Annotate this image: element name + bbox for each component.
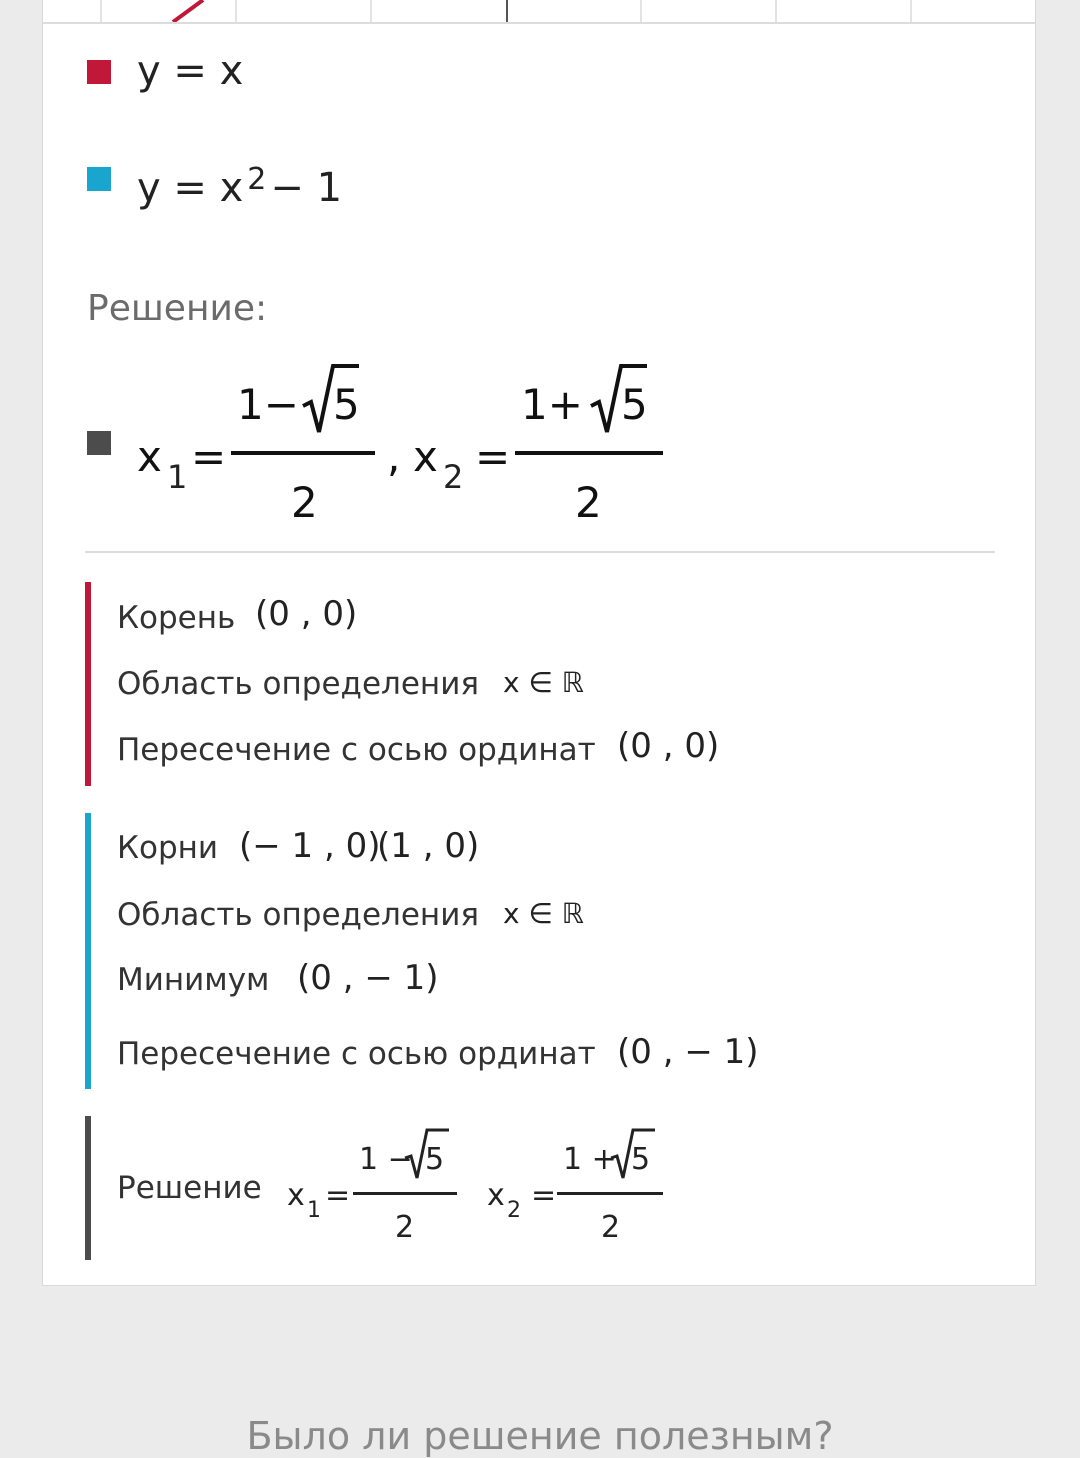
dark-label: Решение bbox=[117, 1170, 262, 1206]
x2-var: x bbox=[413, 432, 438, 481]
dark-x1-sub: 1 bbox=[307, 1198, 321, 1223]
dark-x2-num-root: 5 bbox=[631, 1142, 651, 1177]
red-block-bar bbox=[85, 582, 91, 786]
legend-red-swatch bbox=[87, 60, 111, 84]
x2-num-root: 5 bbox=[621, 380, 648, 429]
blue-root2-value: (1 , 0) bbox=[377, 826, 480, 866]
blue-root1-value: (− 1 , 0) bbox=[239, 826, 381, 866]
dark-x2-num-prefix: 1 + bbox=[563, 1142, 617, 1177]
x2-num-prefix: 1+ bbox=[521, 380, 583, 429]
result-card bbox=[42, 0, 1036, 1286]
legend-blue-swatch bbox=[87, 167, 111, 191]
blue-yint-label: Пересечение с осью ординат bbox=[117, 1036, 596, 1072]
x1-den: 2 bbox=[291, 478, 318, 527]
dark-x1-var: x bbox=[287, 1178, 305, 1213]
x1-var: x bbox=[137, 432, 162, 481]
dark-x2-eq: = bbox=[531, 1178, 557, 1213]
red-domain-label: Область определения bbox=[117, 666, 479, 702]
x1-sub: 1 bbox=[167, 458, 188, 496]
x2-eq: = bbox=[475, 432, 511, 481]
solution-swatch bbox=[87, 431, 111, 455]
red-yint-value: (0 , 0) bbox=[617, 726, 720, 766]
dark-x1-fraction-bar bbox=[353, 1192, 457, 1195]
divider bbox=[85, 551, 995, 553]
red-root-value: (0 , 0) bbox=[255, 594, 358, 634]
blue-domain-label: Область определения bbox=[117, 897, 479, 933]
blue-min-label: Минимум bbox=[117, 962, 270, 998]
x1-fraction-bar bbox=[231, 451, 375, 455]
solution-comma: , bbox=[387, 432, 401, 481]
dark-x2-den: 2 bbox=[601, 1210, 621, 1245]
x1-eq: = bbox=[191, 432, 227, 481]
legend-line2: y = x $^2$ − 1 bbox=[137, 162, 343, 211]
x1-num-prefix: 1− bbox=[237, 380, 299, 429]
dark-x1-den: 2 bbox=[395, 1210, 415, 1245]
red-domain-value: x ∈ ℝ bbox=[503, 666, 584, 699]
dark-block-bar bbox=[85, 1116, 91, 1260]
dark-x1-num-prefix: 1 − bbox=[359, 1142, 413, 1177]
dark-x1-eq: = bbox=[325, 1178, 351, 1213]
blue-domain-value: x ∈ ℝ bbox=[503, 897, 584, 930]
dark-x2-sub: 2 bbox=[507, 1198, 521, 1223]
solution-title: Решение: bbox=[87, 288, 268, 329]
x2-den: 2 bbox=[575, 478, 602, 527]
red-root-label: Корень bbox=[117, 600, 236, 636]
x2-fraction-bar bbox=[515, 451, 663, 455]
blue-yint-value: (0 , − 1) bbox=[617, 1032, 759, 1072]
dark-x1-num-root: 5 bbox=[425, 1142, 445, 1177]
x1-num-root: 5 bbox=[333, 380, 360, 429]
blue-block-bar bbox=[85, 813, 91, 1089]
blue-roots-label: Корни bbox=[117, 830, 219, 866]
graph-grid-icon bbox=[43, 0, 1037, 22]
blue-min-value: (0 , − 1) bbox=[297, 958, 439, 998]
feedback-question: Было ли решение полезным? bbox=[246, 1414, 834, 1458]
x2-sub: 2 bbox=[443, 458, 464, 496]
red-yint-label: Пересечение с осью ординат bbox=[117, 732, 596, 768]
dark-x2-var: x bbox=[487, 1178, 505, 1213]
graph-strip bbox=[43, 0, 1035, 24]
dark-x2-fraction-bar bbox=[557, 1192, 663, 1195]
legend-line1: y = x bbox=[137, 48, 244, 94]
